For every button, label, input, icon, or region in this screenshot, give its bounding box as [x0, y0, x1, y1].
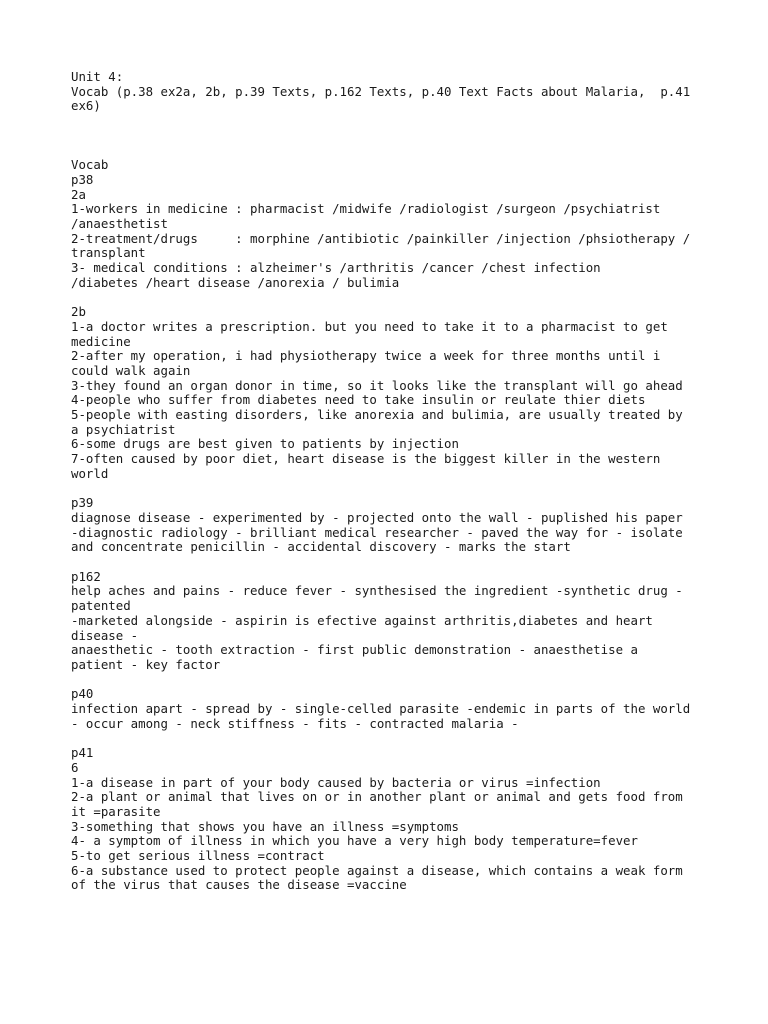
unit-title: Unit 4:	[71, 69, 124, 84]
text-line: could walk again	[71, 362, 191, 378]
vocab-section	[71, 158, 711, 893]
text-line: 2-a plant or animal that lives on or in another plant or animal and gets food from	[71, 789, 683, 805]
document-page	[71, 70, 711, 893]
text-line: 2-after my operation, i had physiotherapy twice a week for three months until i	[71, 348, 661, 364]
unit-contents-continued: ex6)	[71, 98, 101, 114]
text-line: 2-treatment/drugs : morphine /antibiotic /painkiller /injection /phsiotherapy /	[71, 230, 691, 246]
text-line: 4-people who suffer from diabetes need to take insulin or reulate thier diets	[71, 392, 646, 408]
vocab-title: Vocab	[71, 157, 109, 173]
text-line: world	[71, 465, 109, 481]
text-line: 6-some drugs are best given to patients by injection	[71, 436, 459, 452]
text-line: it =parasite	[71, 803, 161, 819]
exercise-label-6: 6	[71, 759, 79, 775]
text-line: 5-people with easting disorders, like anorexia and bulimia, are usually treated by	[71, 407, 683, 423]
text-line: -marketed alongside - aspirin is efective against arthritis,diabetes and heart	[71, 612, 653, 628]
text-line: 5-to get serious illness =contract	[71, 848, 325, 864]
text-line: -diagnostic radiology - brilliant medical researcher - paved the way for - isolate	[71, 524, 683, 540]
section-label-p162: p162	[71, 568, 101, 584]
exercise-label-2a: 2a	[71, 186, 86, 202]
text-line: disease -	[71, 627, 139, 643]
section-p162	[71, 570, 711, 673]
section-p39	[71, 496, 711, 555]
section-p40	[71, 687, 711, 731]
section-label-p39: p39	[71, 495, 94, 511]
text-line: /anaesthetist	[71, 215, 168, 231]
text-line: help aches and pains - reduce fever - synthesised the ingredient -synthetic drug -	[71, 583, 683, 599]
text-line: medicine	[71, 333, 131, 349]
header	[71, 70, 711, 114]
text-line: of the virus that causes the disease =vaccine	[71, 877, 407, 893]
text-line: patented	[71, 598, 131, 614]
unit-contents: Vocab (p.38 ex2a, 2b, p.39 Texts, p.162 Texts, p.40 Text Facts about Malaria, p.41	[71, 83, 691, 99]
text-line: anaesthetic - tooth extraction - first public demonstration - anaesthetise a	[71, 642, 638, 658]
text-line: and concentrate penicillin - accidental discovery - marks the start	[71, 539, 571, 555]
text-line: 6-a substance used to protect people against a disease, which contains a weak form	[71, 862, 683, 878]
text-line: - occur among - neck stiffness - fits - contracted malaria -	[71, 715, 519, 731]
text-line: 3-something that shows you have an illness =symptoms	[71, 818, 459, 834]
text-line: 1-workers in medicine : pharmacist /midwife /radiologist /surgeon /psychiatrist	[71, 201, 661, 217]
section-p38	[71, 173, 711, 482]
text-line: a psychiatrist	[71, 421, 176, 437]
text-line: 3-they found an organ donor in time, so it looks like the transplant will go ahead	[71, 377, 683, 393]
text-line: 1-a disease in part of your body caused by bacteria or virus =infection	[71, 774, 601, 790]
text-line: 3- medical conditions : alzheimer's /arthritis /cancer /chest infection	[71, 260, 601, 276]
text-line: diagnose disease - experimented by - projected onto the wall - puplished his paper	[71, 509, 683, 525]
text-line: transplant	[71, 245, 146, 261]
exercise-label-2b: 2b	[71, 304, 86, 320]
exercise-2a-lines	[71, 202, 711, 290]
section-label-p41: p41	[71, 745, 94, 761]
exercise-2b-lines	[71, 320, 711, 482]
text-line: patient - key factor	[71, 656, 221, 672]
text-line: 4- a symptom of illness in which you have a very high body temperature=fever	[71, 833, 638, 849]
section-label-p40: p40	[71, 686, 94, 702]
text-line: infection apart - spread by - single-celled parasite -endemic in parts of the world	[71, 701, 691, 717]
text-line: 1-a doctor writes a prescription. but you need to take it to a pharmacist to get	[71, 318, 668, 334]
section-p41	[71, 746, 711, 893]
section-label-p38: p38	[71, 171, 94, 187]
text-line: 7-often caused by poor diet, heart disease is the biggest killer in the western	[71, 451, 661, 467]
text-line: /diabetes /heart disease /anorexia / bulimia	[71, 274, 400, 290]
